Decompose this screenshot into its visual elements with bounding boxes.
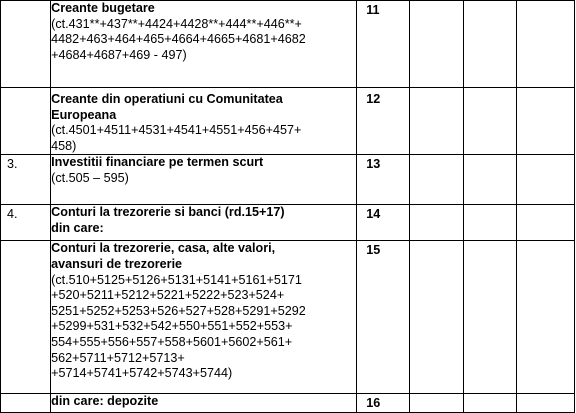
row-number-cell	[1, 1, 51, 88]
row-number-cell	[1, 155, 51, 205]
table-row	[1, 241, 575, 394]
row-title: din care: depozite	[51, 394, 159, 409]
value-cell	[516, 1, 574, 88]
row-code-cell	[357, 205, 410, 241]
row-number: 3.	[7, 157, 18, 172]
row-number	[1, 1, 50, 3]
value-cell	[410, 1, 463, 88]
value-cell	[410, 241, 463, 394]
row-code: 11	[366, 3, 380, 17]
description-cell	[51, 394, 357, 413]
row-number	[1, 394, 50, 396]
row-code-cell	[357, 88, 410, 155]
table-row	[1, 155, 575, 205]
value-cell	[516, 205, 574, 241]
value-cell	[463, 205, 516, 241]
row-code: 14	[366, 207, 381, 222]
row-number-cell	[1, 88, 51, 155]
row-code: 12	[366, 92, 381, 106]
value-cell	[410, 155, 463, 205]
row-accounts: (ct.510+5125+5126+5131+5141+5161+5171 +520+5211+5212+5221+5222+523+524+ 5251+5252+5253+526+527+528+5291+5292 +5299+531+532+542+550+551+552+553+ 554+555+556+557+558+5601+5602+561+ 562+5711+5712+5713+ +5714+5741+5742+5743+5744)	[51, 272, 306, 381]
value-cell	[516, 88, 574, 155]
value-cell	[410, 394, 463, 413]
description-cell	[51, 205, 357, 241]
value-cell	[516, 394, 574, 413]
value-cell	[516, 155, 574, 205]
value-cell	[463, 394, 516, 413]
row-code: 15	[366, 243, 381, 258]
row-code: 16	[366, 396, 381, 411]
description-cell	[51, 88, 357, 155]
row-code-cell	[357, 241, 410, 394]
row-code-cell	[357, 1, 410, 88]
description-cell	[51, 155, 357, 205]
row-number-cell	[1, 394, 51, 413]
row-number-cell	[1, 241, 51, 394]
row-accounts: (ct.505 – 595)	[51, 170, 129, 185]
description-cell	[51, 241, 357, 394]
row-number-cell	[1, 205, 51, 241]
row-code-cell	[357, 394, 410, 413]
description-cell	[51, 1, 357, 88]
table-row	[1, 394, 575, 413]
row-accounts: (ct.4501+4511+4531+4541+4551+456+457+ 458)	[51, 123, 302, 153]
value-cell	[410, 205, 463, 241]
value-cell	[463, 155, 516, 205]
value-cell	[410, 88, 463, 155]
row-code-cell	[357, 155, 410, 205]
row-number	[1, 88, 50, 90]
value-cell	[463, 88, 516, 155]
row-title: Creante bugetare	[51, 1, 155, 15]
table-row	[1, 205, 575, 241]
row-title: Conturi la trezorerie, casa, alte valori, avansuri de trezorerie	[51, 241, 276, 271]
row-accounts: (ct.431**+437**+4424+4428**+444**+446**+ 4482+463+464+465+4664+4665+4681+4682 +4684+4687+469 - 497)	[51, 16, 306, 62]
value-cell	[463, 1, 516, 88]
row-number: 4.	[7, 207, 18, 222]
table-row	[1, 88, 575, 155]
value-cell	[516, 241, 574, 394]
row-title: Creante din operatiuni cu Comunitatea Europeana	[51, 92, 283, 122]
row-number	[1, 241, 50, 243]
row-title: Conturi la trezorerie si banci (rd.15+17) din care:	[51, 205, 285, 235]
row-title: Investitii financiare pe termen scurt	[51, 155, 264, 170]
row-code: 13	[366, 157, 381, 172]
value-cell	[463, 241, 516, 394]
table-row	[1, 1, 575, 88]
